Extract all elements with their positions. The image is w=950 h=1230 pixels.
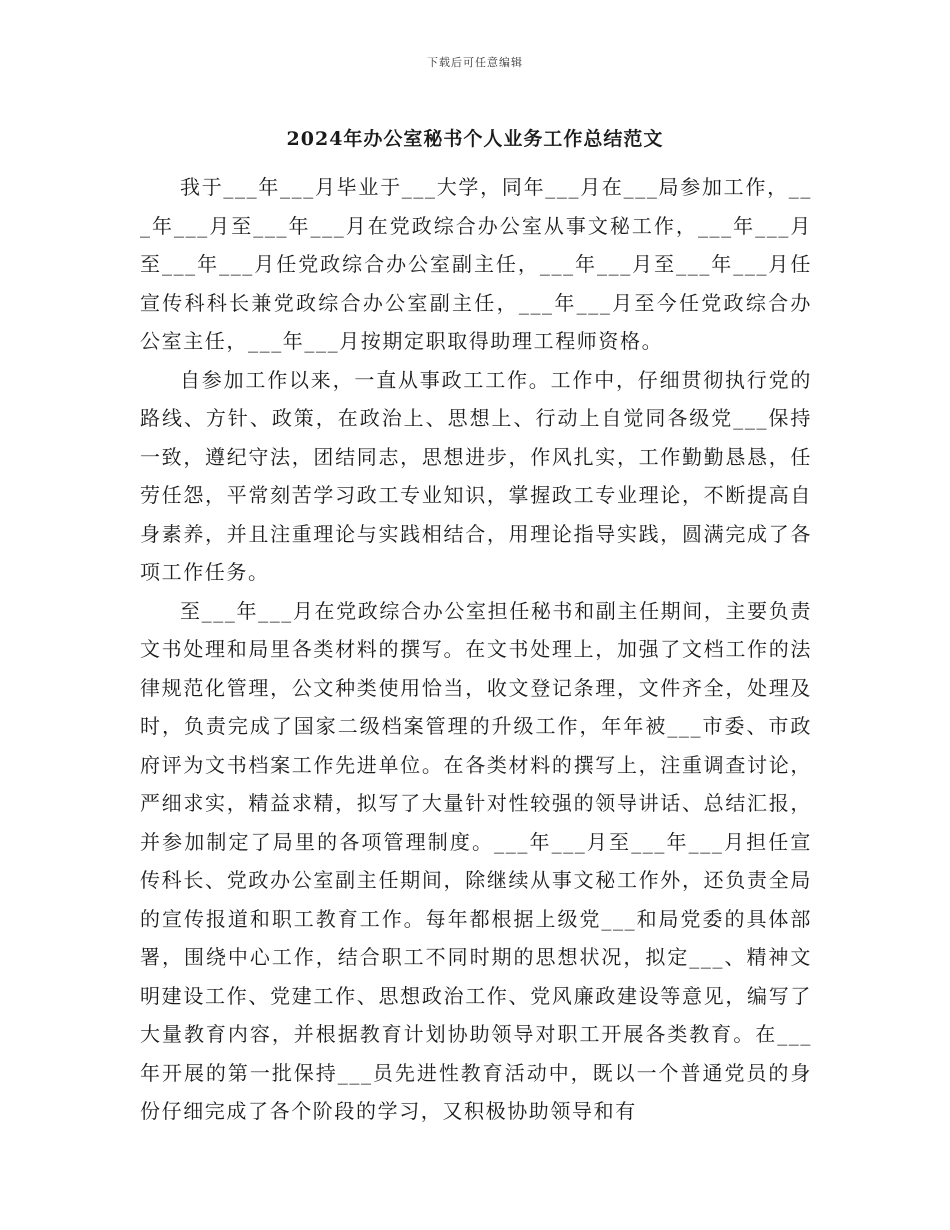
paragraph-1: 我于___年___月毕业于___大学，同年___月在___局参加工作，___年___月至___年___月在党政综合办公室从事文秘工作，___年___月至___年___月任党政综合办公室副主任，___年___月至___年___月任宣传科科长兼党政综合办公室副主任，___年___月至今任党政综合办公室主任，___年___月按期定职取得助理工程师资格。 <box>140 175 812 353</box>
header-note: 下载后可任意编辑 <box>427 56 523 69</box>
document-title: 2024年办公室秘书个人业务工作总结范文 <box>286 128 664 150</box>
document-body <box>140 168 812 1131</box>
paragraph-3: 至___年___月在党政综合办公室担任秘书和副主任期间，主要负责文书处理和局里各类材料的撰写。在文书处理上，加强了文档工作的法律规范化管理，公文种类使用恰当，收文登记条理，文件齐全，处理及时，负责完成了国家二级档案管理的升级工作，年年被___市委、市政府评为文书档案工作先进单位。在各类材料的撰写上，注重调查讨论，严细求实，精益求精，拟写了大量针对性较强的领导讲话、总结汇报，并参加制定了局里的各项管理制度。___年___月至___年___月担任宣传科长、党政办公室副主任期间，除继续从事文秘工作外，还负责全局的宣传报道和职工教育工作。每年都根据上级党___和局党委的具体部署，围绕中心工作，结合职工不同时期的思想状况，拟定___、精神文明建设工作、党建工作、思想政治工作、党风廉政建设等意见，编写了大量教育内容，并根据教育计划协助领导对职工开展各类教育。在___年开展的第一批保持___员先进性教育活动中，既以一个普通党员的身份仔细完成了各个阶段的学习，又积极协助领导和有 <box>140 598 812 1123</box>
paragraph-2: 自参加工作以来，一直从事政工工作。工作中，仔细贯彻执行党的路线、方针、政策，在政治上、思想上、行动上自觉同各级党___保持一致，遵纪守法，团结同志，思想进步，作风扎实，工作勤勤恳恳，任劳任怨，平常刻苦学习政工专业知识，掌握政工专业理论，不断提高自身素养，并且注重理论与实践相结合，用理论指导实践，圆满完成了各项工作任务。 <box>140 367 812 584</box>
